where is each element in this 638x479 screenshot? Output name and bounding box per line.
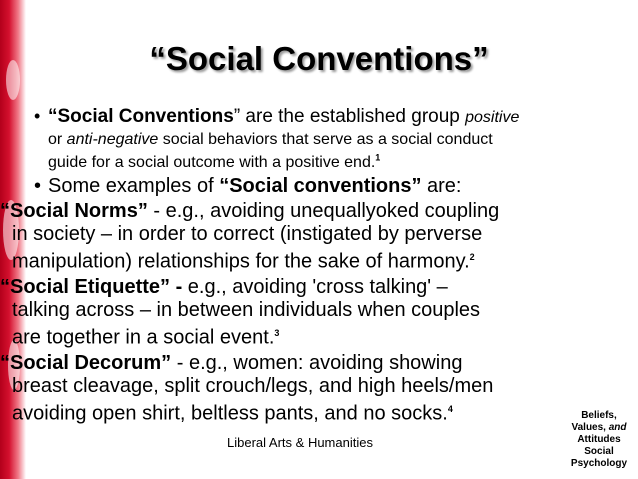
footer-topic xyxy=(560,410,638,470)
footer-topic-and: and xyxy=(608,422,627,433)
footer-topic-line: Attitudes xyxy=(577,434,621,445)
example-term: “Social Norms” xyxy=(0,200,148,223)
bullet-examples xyxy=(34,174,626,198)
definition-term: Social Conventions xyxy=(57,106,234,127)
bullet-icon: • xyxy=(34,175,42,198)
footnote-ref: 4 xyxy=(447,403,453,414)
footnote-ref: 3 xyxy=(274,327,280,338)
footnote-ref: 1 xyxy=(375,153,381,163)
example-line: - e.g., avoiding unequallyoked coupling xyxy=(147,200,500,223)
examples-text-b: are: xyxy=(421,175,462,198)
definition-text-c: guide for a social outcome with a positive end. xyxy=(48,154,376,172)
example-line: are together in a social event. xyxy=(12,326,275,349)
example-social-etiquette xyxy=(0,276,626,350)
example-line: e.g., avoiding 'cross talking' – xyxy=(182,275,448,298)
examples-text: Some examples of xyxy=(48,175,220,198)
bullet-definition xyxy=(34,106,626,172)
footer-topic-line: Social xyxy=(584,446,614,457)
example-social-norms xyxy=(0,200,626,274)
slide-content xyxy=(0,106,626,425)
open-quote: “ xyxy=(48,106,58,127)
example-social-decorum xyxy=(0,352,626,426)
footer-topic-line: Psychology xyxy=(570,458,628,469)
example-term: “Social Decorum” xyxy=(0,351,172,374)
footer-topic-line: Values, xyxy=(571,422,609,433)
example-term: “Social Etiquette” - xyxy=(0,275,183,298)
example-line: in society – in order to correct (instigated by perverse xyxy=(12,223,483,246)
example-line: - e.g., women: avoiding showing xyxy=(171,351,463,374)
example-line: talking across – in between individuals when couples xyxy=(12,298,481,321)
example-line: breast cleavage, split crouch/legs, and high heels/men xyxy=(12,374,494,397)
bullet-icon: • xyxy=(34,106,41,126)
footer-topic-line: Beliefs, xyxy=(581,410,617,421)
definition-positive: positive xyxy=(465,109,520,126)
definition-text: ” are the established group xyxy=(233,106,466,127)
footnote-ref: 2 xyxy=(469,252,475,263)
slide-title: “Social Conventions” xyxy=(149,40,489,77)
definition-or: or xyxy=(48,131,67,148)
example-line: manipulation) relationships for the sake of harmony. xyxy=(12,250,470,273)
example-line: avoiding open shirt, beltless pants, and no socks. xyxy=(12,402,448,425)
footer-course: Liberal Arts & Humanities xyxy=(227,435,373,450)
definition-anti-negative: anti-negative xyxy=(66,131,159,148)
definition-text-b: social behaviors that serve as a social conduct xyxy=(158,131,493,148)
examples-term: “Social conventions” xyxy=(219,175,422,198)
